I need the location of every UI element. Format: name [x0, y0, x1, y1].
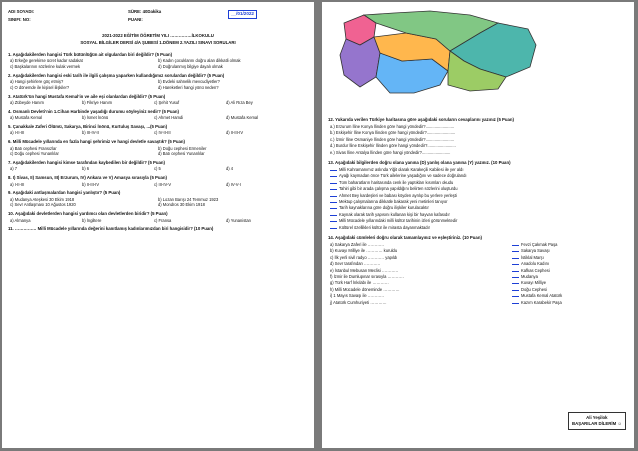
answer-option: c) 5: [154, 166, 161, 172]
answer-option: b) 6: [82, 166, 90, 172]
question-text: 3. Atatürk’ün hangi Mustafa Kemal’in ve aile eşi olanlardan değildir? (5 Puan): [8, 93, 166, 99]
answer-option: d) Mondros 30 Ekim 1918: [158, 202, 205, 208]
match-right-item: [512, 256, 544, 260]
question-text: 14. Aşağıdaki cümleleri doğru olarak tamamlayınız ve eşleştiriniz. (10 Puan): [328, 235, 482, 240]
match-label: Sakarya Savaşı: [521, 248, 550, 254]
exam-subtitle: SOSYAL BİLGİLER DERSİ 4/A ŞUBESİ 1.DÖNEM 2.YAZILI SINAVI SORULARI: [80, 40, 236, 45]
question-text: 11. …………… Milli Mücadele yıllarında değerini kanıtlamış kadınlarımızdan biri hangisidir? (10 Puan): [8, 226, 214, 232]
answer-option: c) Doğu cephesi Yunanlılar: [10, 151, 59, 157]
statement-text: Kaynak olarak tarih yapısını kullanan kişi bir hayvan kafasıdır: [339, 211, 450, 217]
answer-option: a) Almanya: [10, 217, 31, 223]
question-text: 12. Yukarıda verilen Türkiye haritasına göre aşağıdaki soruların cevaplarını yazınız (5 Puan): [328, 117, 514, 122]
answer-option: a) I-II-III: [10, 181, 25, 187]
exam-title: 2021-2022 EĞİTİM ÖĞRETİM YILI ……………İLKOKULU: [102, 33, 214, 38]
answer-option: c) O dönemde ile kişisel ilişkiler?: [10, 84, 70, 90]
true-false-item: [330, 206, 429, 210]
exam-date: __/01/2022: [228, 10, 257, 19]
true-false-item: [330, 200, 448, 204]
question-text: 8. I) Sivas, II) Samsun, III) Erzurum, IV) Ankara ve V) Amasya sırasıyla (5 Puan): [8, 175, 167, 181]
match-label: Kuvayı Milliye: [521, 280, 547, 286]
answer-blank[interactable]: [330, 215, 337, 216]
answer-blank[interactable]: [512, 271, 519, 272]
teacher-name: Ali Yeşilok: [586, 415, 608, 420]
answer-option: a) Mustafa Kemal: [10, 115, 43, 121]
direction-item: b.) Eskişehir İline Konya İlinden göre hangi yöndedir?.........................: [330, 130, 456, 136]
score-label: PUANI:: [128, 17, 143, 22]
answer-option: d) Hareketleri hangi yönü neden?: [158, 84, 219, 90]
answer-option: c) Fransa: [154, 217, 172, 223]
answer-option: d) II-III-IV: [226, 130, 244, 136]
answer-option: c) Şehit Yusuf: [154, 100, 180, 105]
question-text: 9. Aşağıdaki antlaşmalardan hangisi yanlıştır? (5 Puan): [8, 190, 121, 196]
answer-blank[interactable]: [330, 176, 337, 177]
true-false-item: [330, 187, 458, 191]
match-right-item: [512, 288, 547, 292]
true-false-item: [330, 168, 463, 172]
answer-option: b) İsmet İnönü: [82, 115, 109, 121]
direction-item: a.) Erzurum İline Konya İlinden göre hangi yöndedir?.........................: [330, 124, 455, 129]
answer-blank[interactable]: [330, 221, 337, 222]
statement-text: Tarih kaynaklarına göre doğru ilişkiler kurulacaktır: [339, 205, 429, 211]
answer-option: a) Batı cephesi Fransızlar: [10, 145, 57, 151]
class-label: SINIFI: NO:: [8, 17, 31, 22]
statement-text: Milli Mücadele yıllarındaki milli kültür tarihinin izleri görünmektedir: [339, 218, 458, 224]
question-text: 7. Aşağıdakilerden hangisi kimse tarafından kaybedilen bir değildir? (5 Puan): [8, 160, 165, 165]
match-label: Kafkas Cephesi: [521, 267, 550, 273]
match-right-item: [512, 269, 550, 273]
statement-text: Tüm baharatların haritasında cenk ile yaptıkları kısımları okudu: [339, 179, 454, 185]
answer-blank[interactable]: [512, 258, 519, 259]
answer-blank[interactable]: [330, 228, 337, 229]
answer-blank[interactable]: [512, 296, 519, 297]
match-left-item: b) Kuvayı Milliye ile ………… kuruldu: [330, 248, 398, 254]
match-left-item: j) Atatürk Cumhuriyeti …………: [330, 299, 387, 305]
answer-blank[interactable]: [512, 251, 519, 252]
question-text: 10. Aşağıdaki devletlerden hangisi yardımcı olan devletlerden biridir? (5 Puan): [8, 211, 168, 217]
answer-option: b) Evdeki sahnelik mevcudiyetler?: [158, 79, 220, 85]
true-false-item: [330, 219, 457, 223]
match-right-item: [512, 294, 562, 298]
match-label: Doğu Cephesi: [521, 286, 547, 292]
match-left-item: c) İlk yerli sivil radyo ………… yapıldı: [330, 254, 398, 260]
answer-blank[interactable]: [512, 283, 519, 284]
answer-blank[interactable]: [330, 208, 337, 209]
answer-option: c) Başkalarının sözlerine kulak vermek: [10, 64, 81, 69]
true-false-item: [330, 174, 467, 178]
statement-text: Milli Kahramanımız aslında Yiğit olarak Karakeçili Kabilesi ile yer aldı: [339, 167, 464, 172]
answer-blank[interactable]: [512, 277, 519, 278]
answer-option: b) Fikriye Hanım: [82, 100, 113, 105]
answer-option: b) İngiltere: [82, 217, 102, 223]
question-text: 5. Çanakkale Zaferi Ölümü, Sakarya, Birinci İnönü, Kurtuluş Savaşı, ...(5 Puan): [8, 124, 168, 129]
answer-option: a) Hangi şehirlere göç etmiş?: [10, 79, 64, 85]
answer-blank[interactable]: [330, 183, 337, 184]
exam-page-right: [322, 2, 634, 448]
match-right-item: [512, 243, 557, 247]
match-left-item: f) İzmir ile Dumlupınar sırasıyla …………: [330, 274, 404, 279]
match-left-item: e) İstanbul Mebusan Meclisi …………: [330, 267, 399, 273]
question-text: 4. Osmanlı Devleti’nin 1.Cihan Harbinde yaşadığı durumu söyleyiniz nedir? (5 Puan): [8, 108, 179, 114]
answer-option: d) Batı cephesi Yunanlılar: [158, 151, 205, 157]
answer-option: b) II-III-IV: [82, 181, 100, 187]
direction-item: d.) Burdur İline Eskişehir İlinden göre hangi yöndedir?.........................: [330, 143, 456, 149]
answer-blank[interactable]: [330, 170, 337, 171]
wish-text: BAŞARILAR DİLERİM ☺: [572, 421, 622, 427]
question-text: 2. Aşağıdakilerden hangisi eski tarih ile ilgili çalışma yaparken kullandığımız sorulardan değildir? (5 Puan): [8, 72, 225, 78]
match-right-item: [512, 275, 538, 279]
statement-text: Mektup çalışmalarına dikkatle bakarak yeni metinleri tanıyor: [339, 199, 448, 204]
answer-blank[interactable]: [512, 303, 519, 304]
answer-blank[interactable]: [330, 189, 337, 190]
name-label: ADI SOYADI:: [8, 9, 35, 14]
answer-option: d) IV-V-I: [226, 181, 241, 187]
match-right-item: [512, 249, 550, 253]
answer-option: d) Ali Rıza Bey: [226, 100, 253, 105]
match-label: İstiklal Marşı: [521, 254, 544, 260]
true-false-item: [330, 181, 453, 185]
match-right-item: [512, 281, 546, 285]
answer-option: b) III-IV-II: [82, 130, 99, 136]
match-label: Fevzi Çakmak Paşa: [521, 242, 558, 247]
direction-item: e.) Sivas İline Antalya İlinden göre hangi yöndedir?.........................: [330, 149, 451, 155]
answer-blank[interactable]: [512, 290, 519, 291]
answer-blank[interactable]: [330, 196, 337, 197]
turkey-regions-map: [330, 5, 546, 113]
answer-option: c) III-IV-V: [154, 181, 172, 187]
answer-option: c) Sevr Antlaşması 10 Ağustos 1920: [10, 202, 76, 208]
answer-option: d) Yunanistan: [226, 217, 251, 223]
match-right-item: [512, 262, 549, 266]
match-left-item: h) Milli Mücadele döneminde …………: [330, 286, 400, 292]
match-left-item: d) Sevr tarafından …………: [330, 261, 381, 267]
question-text: 1. Aşağıdakilerden hangisi Türk bütünlüğün ait olgulardan biri değildir? (5 Puan): [8, 52, 173, 57]
answer-option: b) Lozan Barışı 24 Temmuz 1923: [158, 196, 219, 202]
answer-blank[interactable]: [512, 245, 519, 246]
answer-blank[interactable]: [330, 202, 337, 203]
teacher-signature: [568, 412, 626, 430]
statement-text: Ahmet Bey kardeşleri ve babası köyden ayrılıp bu yerlere yerleşti: [339, 192, 457, 198]
match-right-item: [512, 301, 562, 305]
statement-text: Tahiri gibi bir arada çalışma yapıldığını belirten sözlerini oluşturdu: [339, 186, 458, 192]
answer-option: d) Mustafa Kemal: [226, 115, 259, 121]
duration-label: SÜRE: 40Dakika: [128, 9, 162, 14]
answer-option: c) IV-II-III: [154, 130, 171, 136]
direction-item: c.) İzmir İline Osmaniye İlinden göre hangi yöndedir?.........................: [330, 136, 455, 142]
answer-option: d) 4: [226, 166, 234, 172]
answer-option: a) I-II-III: [10, 130, 25, 136]
answer-option: b) Kadın çocuklarını doğru alan dikkatli olmak: [158, 58, 241, 64]
answer-option: a) Mudanya Ateşkesi 30 Ekim 1918: [10, 196, 75, 202]
answer-blank[interactable]: [512, 264, 519, 265]
match-label: Anadolu Kadını: [521, 261, 549, 267]
answer-option: c) Ahmet Hamdi: [154, 115, 184, 121]
answer-option: d) Doğrulanmış bilgiye dayalı olmak: [158, 64, 223, 69]
answer-option: a) Zübeyde Hanım: [10, 100, 44, 105]
statement-text: Ayağı kaymadan önce Türk ailelerine yaşadığını ve sadece doğrulandı: [339, 173, 467, 179]
true-false-item: [330, 213, 450, 217]
match-label: Mudanya: [521, 274, 538, 279]
answer-option: a) Erkeğe gerekirse ücret kadar sadakat: [10, 58, 83, 64]
match-label: Kazım Karabekir Paşa: [521, 299, 562, 305]
match-left-item: a) Sakarya Zaferi ile …………: [330, 242, 385, 247]
exam-page-left: [2, 2, 314, 448]
answer-option: b) Doğu cephesi Ermeniler: [158, 145, 207, 151]
question-text: 13. Aşağıdaki bilgilerden doğru olana yanına (D) yanlış olana yanına (Y) yazınız. (10 Puan): [328, 160, 511, 165]
match-left-item: g) Türk Harf İnkılabı ile …………: [330, 280, 389, 286]
match-left-item: i) 1 Mayıs Savaşı ile …………: [330, 293, 385, 299]
match-label: Mustafa Kemal Atatürk: [521, 293, 563, 299]
question-text: 6. Milli Mücadele yıllarında en fazla hangi şehrimiz ve hangi devletle savaştık? (5 Puan): [8, 139, 185, 145]
true-false-item: [330, 226, 430, 230]
true-false-item: [330, 194, 457, 198]
answer-option: a) 7: [10, 166, 18, 172]
statement-text: Kültürel özellikleri kültür ile mirasta dayanmaktadır: [339, 224, 431, 230]
